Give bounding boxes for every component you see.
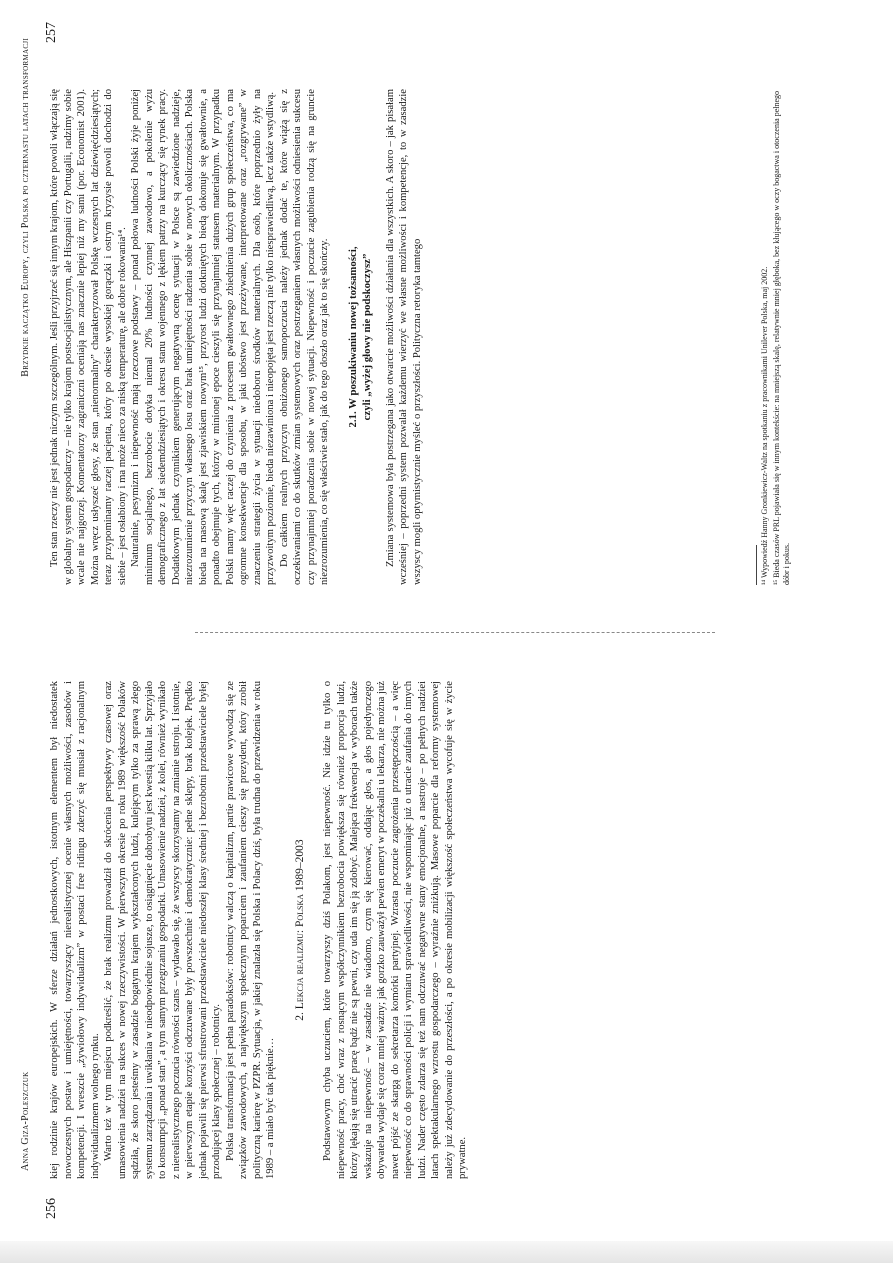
- footnote: ¹⁴ Wypowiedź Hanny Gronkiewicz-Waltz na spotkaniu z pracownikami Unilever Polska, maj 2002.: [760, 266, 769, 585]
- section-title-line: czyli „wyżej głowy nie podskoczysz”: [360, 253, 373, 421]
- paragraph: Warto też w tym miejscu podkreślić, że brak realizmu prowadził do skrócenia perspektywy czasowej oraz umasowienia nadziei na sukces w nowej rzeczywistości. W pierwszym okresie po roku 1989 większość Polaków sądziła, że skoro jesteśmy w zasadzie bogatym krajem wykształconych ludzi, kulejącym tylko za sprawą złego systemu zarządzania i uwikłania w nieodpowiednie sojusze, to osiągnięcie dobrobytu jest kwestią kilku lat. Sprzyjało to konsumpcji „ponad stan”, a tym samym przegrzaniu gospodarki. Umasowienie nadziei, z kolei, również wynikało z nierealistycznego poczucia równości szans – wydawało się, że wszyscy skorzystamy na zmianie ustroju. I istotnie, w pierwszym etapie korzyści odczuwane były powszechnie i demokratycznie: pełne sklepy, brak kolejek. Prędko jednak pojawili się pierwsi sfrustrowani przedstawiciele niedoszłej klasy średniej i bezrobotni przedstawiciele byłej przodującej klasy społecznej – robotnicy.: [103, 681, 222, 1179]
- footnotes: [760, 89, 794, 585]
- paragraph: kiej rodzinie krajów europejskich. W sferze działań jednostkowych, istotnym elementem był niedostatek nowoczesnych postaw i umiejętności, towarzyszący nierealistycznej ocenie własnych możliwości, zasobów i kompetencji. I wreszcie „żywiołowy indywidualizm” w postaci free ridingu zderzyć się musiał z racjonalnym indywidualizmem wolnego rynku.: [49, 681, 101, 1179]
- page-number: 257: [44, 22, 59, 43]
- paragraph: Ten stan rzeczy nie jest jednak niczym szczególnym. Jeśli przyjrzeć się innym krajom, które powoli włączają się w globalny system gospodarczy – nie tylko krajom postsocjalistycznym, ale Hiszpanii czy Portugalii, radzimy sobie wcale nie najgorzej. Komentatorzy zagraniczni oceniają nas znacznie lepiej niż my sami (por. Economist 2001). Można wręcz usłyszeć głosy, że stan „nienormalny” charakteryzował Polskę wczesnych lat dziewięćdziesiątych; teraz przypominamy raczej pacjenta, który po okresie wysokiej gorączki i ostrym kryzysie powoli dochodzi do siebie – jest osłabiony i ma może nieco za niską temperaturę, ale dobre rokowania¹⁴.: [49, 89, 128, 585]
- paragraph: Naturalnie, pesymizm i niepewność mają rzeczowe podstawy – ponad połowa ludności Polski żyje poniżej minimum socjalnego, bezrobocie dotyka niemal 20% ludności czynnej zawodowo, a pokolenie wyżu demograficznego z lat siedemdziesiątych i okresu stanu wojennego z lękiem patrzy na kurczący się rynek pracy. Dodatkowym jednak czynnikiem generującym negatywną ocenę sytuacji w Polsce są zawiedzione nadzieje, niezrozumienie przyczyn własnego losu oraz brak umiejętności radzenia sobie w nowych okolicznościach. Polska bieda na masową skalę jest zjawiskiem nowym¹⁵, przyrost ludzi dotkniętych biedą dokonuje się gwałtownie, a ponadto obejmuje tych, którzy w minionej epoce cieszyli się przynajmniej statusem materialnym. W przypadku Polski mamy więc raczej do czynienia z procesem gwałtownego zbiednienia dużych grup społeczeństwa, co ma ogromne konsekwencje dla sposobu, w jaki ubóstwo jest przeżywane, interpretowane oraz „rozgrywane” w znaczeniu strategii życia w sytuacji niedoboru środków materialnych. Dla osób, które poprzednio żyły na przyzwoitym poziomie, bieda niezawiniona i nieopojęta jest rzeczą nie tylko niesprawiedliwą, lecz także wstydliwą.: [130, 89, 276, 585]
- section-title: [346, 89, 374, 585]
- section-title: 2. Lekcja realizmu: Polska 1989–2003: [293, 839, 306, 1021]
- footnote-separator: [756, 545, 757, 585]
- paragraph: Polska transformacja jest pełna paradoksów: robotnicy walczą o kapitalizm, partie prawicowe wywodzą się ze związków zawodowych, a największym społecznym poparciem i zaufaniem cieszy się prezydent, który zrobił polityczną karierę w PZPR. Sytuacja, w jakiej znalazła się Polska i Polacy dziś, była trudna do przewidzenia w roku 1989 – a miało być tak pięknie…: [224, 681, 276, 1179]
- paragraph: Do całkiem realnych przyczyn obniżonego samopoczucia należy jednak dodać te, które wiążą się z oczekiwaniami co do skutków zmian systemowych oraz postrzeganiem własnych możliwości odniesienia sukcesu czy przynajmniej poradzenia sobie w nowej sytuacji. Niepewność i poczucie zagubienia rodzą się na gruncie niezrozumienia, co się właściwie stało, jak do tego doszło oraz jak to się skończy.: [278, 89, 330, 585]
- page-body: [48, 681, 470, 1179]
- running-head: Brzydkie kaczątko Europy, czyli Polska po czternastu latach transformacji: [20, 38, 31, 377]
- page-number: 256: [44, 1198, 59, 1219]
- running-head: Anna Giza-Poleszczuk: [20, 1071, 31, 1171]
- paragraph: Podstawowym chyba uczuciem, które towarzyszy dziś Polakom, jest niepewność. Nie idzie tu tylko o niepewność pracy, choć wraz z rosnącym współczynnikiem bezrobocia powiększa się również proporcja ludzi, którzy lękają się utracić pracę bądź nie są pewni, czy uda im się ją zdobyć. Malejąca frekwencja w wyborach także wskazuje na niepewność – w zasadzie nie wiadomo, czym się kierować, oddając głos, a głos pojedynczego obywatela wydaje się coraz mniej ważny; jak gorzko zauważył pewien emeryt w poczekalni u lekarza, nie można już nawet pójść ze skargą do sekretarza komórki partyjnej. Wzrasta poczucie zagrożenia przestępczością – a więc niepewność co do sprawności policji i wymiaru sprawiedliwości, nie wspominając już o utracie zaufania do innych ludzi. Nader często zdarza się też nam odczuwać negatywne stany emocjonalne, a nastroje – po pełnych nadziei latach spektakularnego wzrostu gospodarczego – wyraźnie zniżkują. Masowe poparcie dla reformy systemowej należy już zdecydowanie do przeszłości, a po okresie mobilizacji większość społeczeństwa wycofuje się w życie prywatne.: [322, 681, 468, 1179]
- right-page: [0, 0, 893, 631]
- paragraph: Zmiana systemowa była postrzegana jako otwarcie możliwości działania dla wszystkich. A skoro – jak pisałam wcześniej – poprzedni system pozwalał każdemu wierzyć we własne możliwości i kompetencje, to w zasadzie wszyscy mogli optymistycznie myśleć o przyszłości. Polityczna retoryka tamtego: [384, 89, 423, 585]
- footnote: ¹⁵ Bieda czasów PRL pojawiała się w innym kontekście: na mniejszą skalę, relatywnie mniej głęboka, bez kłującego w oczy bogactwa i otoczenia pełnego dóbr i pokus.: [772, 90, 791, 585]
- section-title-line: 2.1. W poszukiwaniu nowej tożsamości,: [346, 246, 359, 428]
- left-page: [0, 631, 893, 1263]
- page-body: [48, 89, 424, 585]
- scan-shadow: [0, 1241, 893, 1263]
